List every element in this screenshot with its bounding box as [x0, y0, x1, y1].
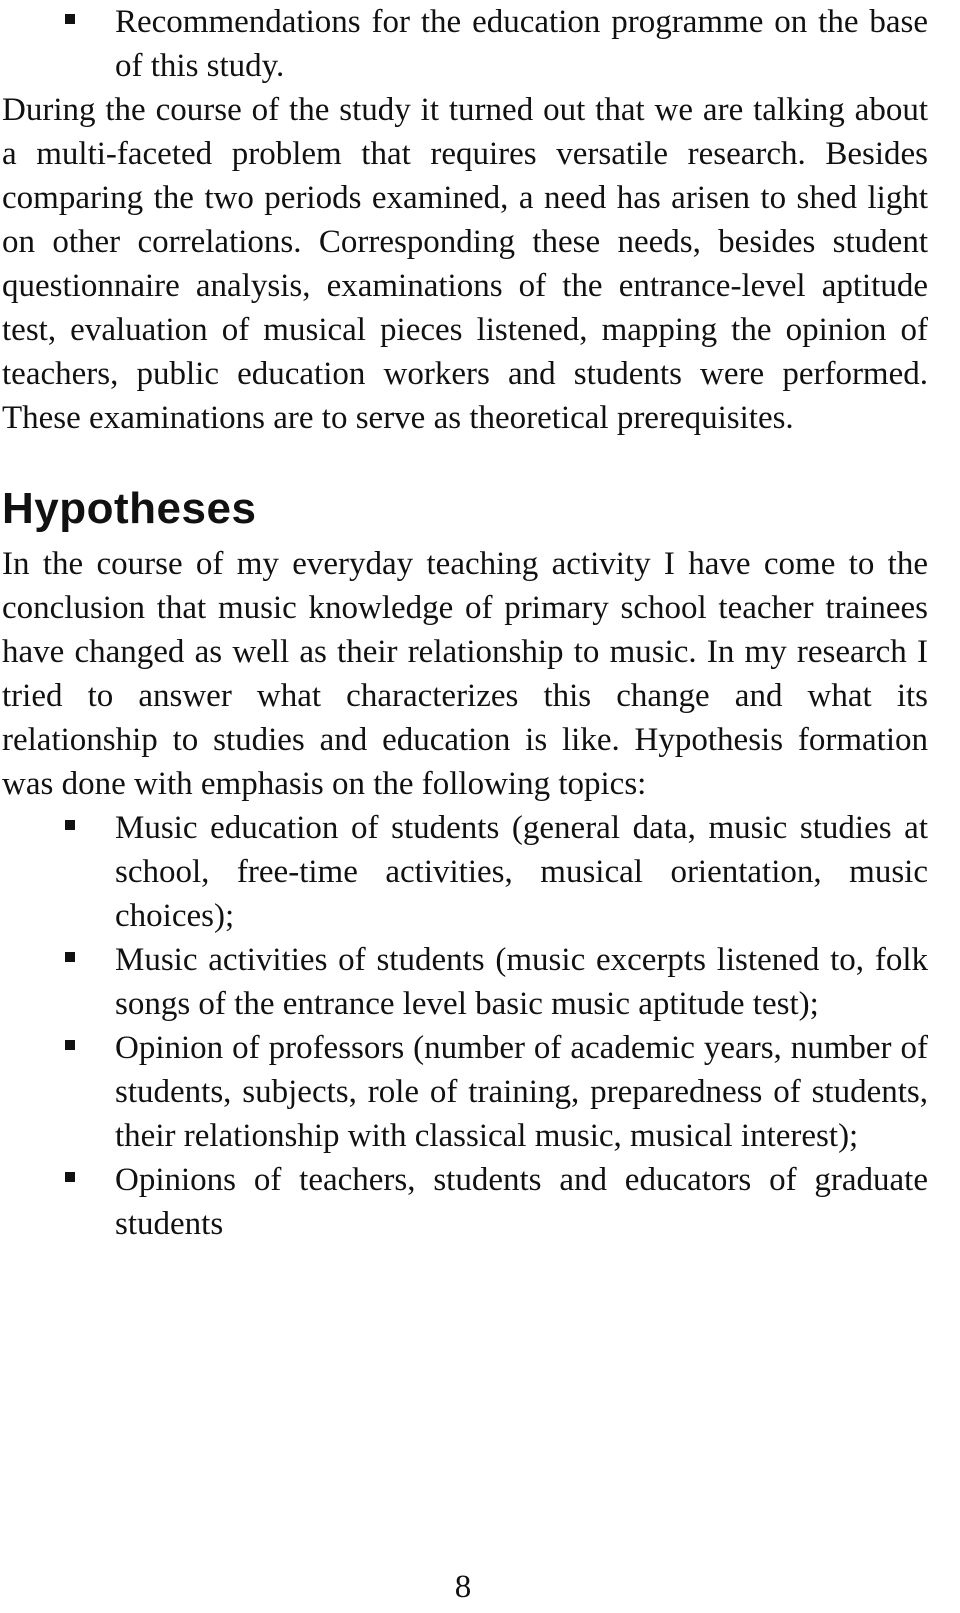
square-bullet-icon [65, 14, 75, 24]
intro-paragraph: During the course of the study it turned out that we are talking about a multi-faceted problem that requires versatile research. Besides comparing the two periods examined, a need has arisen to shed light on other correlations. Corresponding these needs, besides student questionnaire analysis, examinations of the entrance-level aptitude test, evaluation of musical pieces listened, mapping the opinion of teachers, public education workers and students were performed. These examinations are to serve as theoretical prerequisites. [2, 92, 928, 436]
list-item-text: Music education of students (general data, music studies at school, free-time activities, musical orientation, music choices); [115, 810, 928, 934]
list-item [2, 0, 928, 88]
list-item-text: Opinions of teachers, students and educators of graduate students [115, 1162, 928, 1242]
list-item [2, 806, 928, 938]
square-bullet-icon [65, 1040, 75, 1050]
list-item [2, 938, 928, 1026]
hypotheses-paragraph: In the course of my everyday teaching activity I have come to the conclusion that music knowledge of primary school teacher trainees have changed as well as their relationship to music. In my research I tried to answer what characterizes this change and what its relationship to studies and education is like. Hypothesis formation was done with emphasis on the following topics: [2, 546, 928, 802]
page-number: 8 [454, 1569, 472, 1605]
list-item-text: Opinion of professors (number of academic years, number of students, subjects, role of training, preparedness of students, their relationship with classical music, musical interest); [115, 1030, 928, 1154]
list-item-text: Recommendations for the education programme on the base of this study. [115, 4, 928, 84]
topics-bullet-list [2, 806, 928, 1246]
top-bullet-list [2, 0, 928, 88]
list-item [2, 1026, 928, 1158]
square-bullet-icon [65, 1172, 75, 1182]
page-content [2, 0, 928, 1246]
list-item [2, 1158, 928, 1246]
section-heading: Hypotheses [2, 484, 257, 533]
square-bullet-icon [65, 952, 75, 962]
square-bullet-icon [65, 820, 75, 830]
list-item-text: Music activities of students (music excerpts listened to, folk songs of the entrance level basic music aptitude test); [115, 942, 928, 1022]
